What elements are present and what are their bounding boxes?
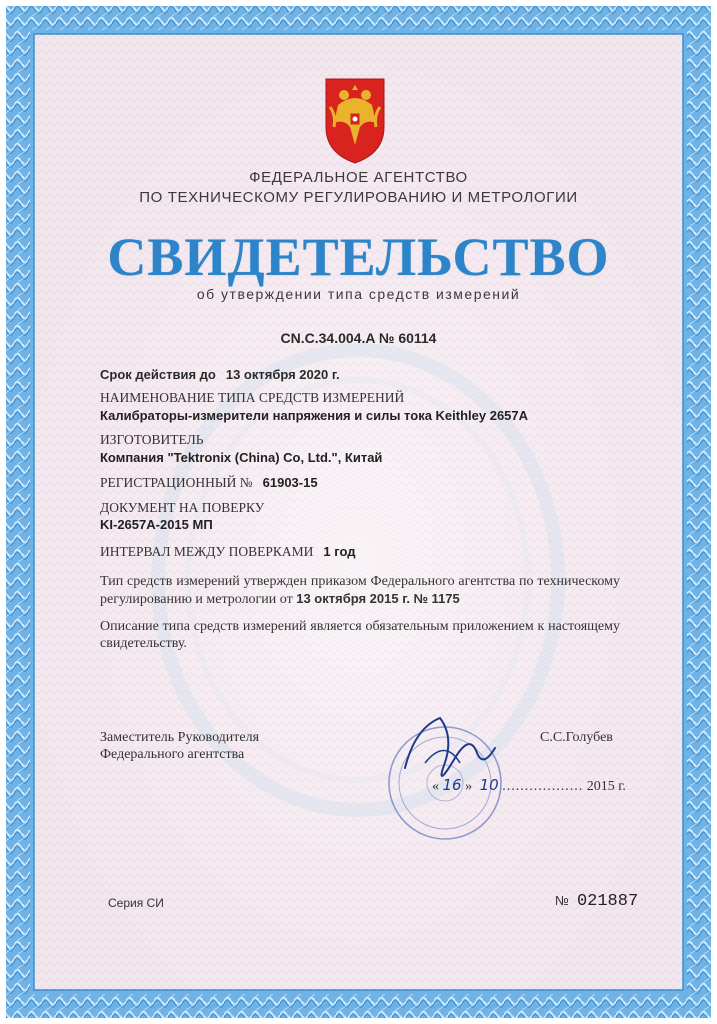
verification-interval-value: 1 год xyxy=(323,544,356,559)
registration-row xyxy=(100,474,318,492)
approval-paragraph xyxy=(100,573,620,608)
certificate-subtitle: об утверждении типа средств измерений xyxy=(196,286,521,302)
signatory-position-line1: Заместитель Руководителя xyxy=(100,730,260,745)
instrument-type-value: Калибраторы-измерители напряжения и силы тока Keithley 2657A xyxy=(100,408,529,423)
certificate-number: CN.C.34.004.A № 60114 xyxy=(280,330,437,346)
serial-number xyxy=(555,892,638,911)
manufacturer-value: Компания "Tektronix (China) Co, Ltd.", Китай xyxy=(100,450,383,465)
description-paragraph: Описание типа средств измерений является обязательным приложением к настоящему свидетельству. xyxy=(100,619,620,651)
signatory-name: С.С.Голубев xyxy=(540,730,613,745)
registration-value: 61903-15 xyxy=(262,475,318,490)
validity-row xyxy=(100,366,340,384)
validity-value: 13 октября 2020 г. xyxy=(225,367,340,382)
instrument-type-label: НАИМЕНОВАНИЕ ТИПА СРЕДСТВ ИЗМЕРЕНИЙ xyxy=(100,390,405,405)
serial-number-value: 021887 xyxy=(576,892,639,911)
verification-document-value: KI-2657A-2015 МП xyxy=(100,517,213,532)
date-year: 2015 г. xyxy=(586,779,626,794)
approval-order-number: № 1175 xyxy=(413,591,460,606)
manufacturer-label: ИЗГОТОВИТЕЛЬ xyxy=(100,432,204,447)
date-quote-open: « xyxy=(432,779,439,794)
agency-name-line1: ФЕДЕРАЛЬНОЕ АГЕНТСТВО xyxy=(249,169,468,186)
serial-number-prefix: № xyxy=(555,893,569,908)
verification-interval-row xyxy=(100,543,355,561)
double-headed-eagle-coat-of-arms-icon xyxy=(320,75,390,165)
date-day: 16 xyxy=(442,776,462,794)
signing-date: « 16 » 10 .................. 2015 г. xyxy=(432,776,626,794)
signatory-position-line2: Федерального агентства xyxy=(100,747,245,762)
verification-interval-label: ИНТЕРВАЛ МЕЖДУ ПОВЕРКАМИ xyxy=(100,544,314,559)
agency-name-line2: ПО ТЕХНИЧЕСКОМУ РЕГУЛИРОВАНИЮ И МЕТРОЛОГИИ xyxy=(139,189,578,206)
series-label: Серия СИ xyxy=(108,896,164,910)
approval-text: Тип средств измерений утвержден приказом Федерального агентства по техническому регулированию и метрологии от xyxy=(100,574,620,607)
registration-label: РЕГИСТРАЦИОННЫЙ № xyxy=(100,475,253,490)
approval-date: 13 октября 2015 г. xyxy=(296,591,410,606)
date-quote-close: » xyxy=(465,779,473,794)
validity-label: Срок действия до xyxy=(100,367,216,382)
date-month: 10 xyxy=(479,776,499,794)
verification-document-label: ДОКУМЕНТ НА ПОВЕРКУ xyxy=(100,500,265,515)
certificate-title: СВИДЕТЕЛЬСТВО xyxy=(107,227,610,287)
